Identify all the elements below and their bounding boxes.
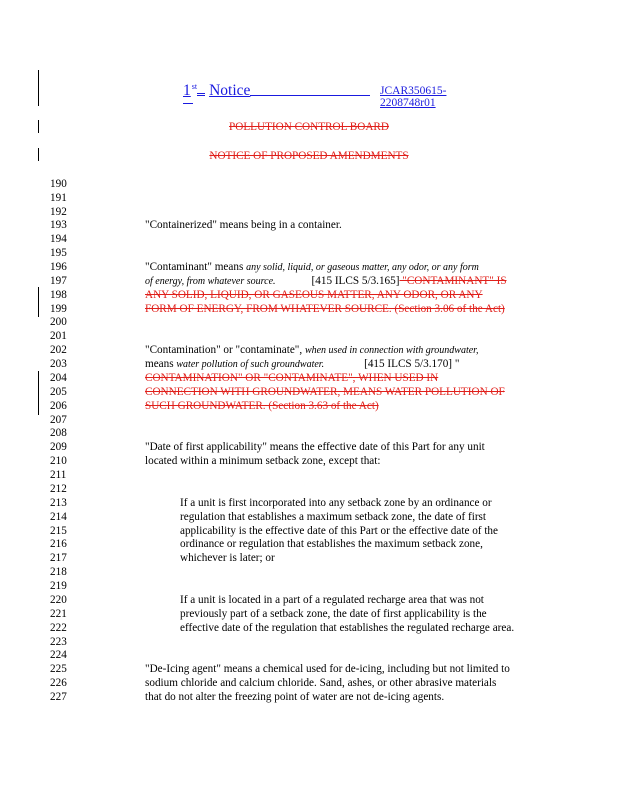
citation: [415 ILCS 5/3.165] — [311, 275, 400, 287]
citation: [415 ILCS 5/3.170] " — [364, 358, 460, 370]
body-text: that do not alter the freezing point of water are not de-icing agents. — [145, 691, 445, 703]
line-number: 192 — [50, 206, 67, 218]
definition-contaminant — [145, 261, 479, 273]
subparagraph-text: If a unit is located in a part of a regulated recharge area that was not — [180, 594, 484, 606]
line-number: 213 — [50, 497, 67, 509]
deleted-text: CONNECTION WITH GROUNDWATER, MEANS WATER POLLUTION OF — [145, 386, 505, 398]
line-number: 205 — [50, 386, 67, 398]
subparagraph-text: regulation that establishes a maximum setback zone, the date of first — [180, 511, 487, 523]
header-rule — [197, 93, 205, 96]
definition-term: "Contamination" or "contaminate", — [145, 344, 305, 356]
line-number: 218 — [50, 566, 67, 578]
body-text: located within a minimum setback zone, except that: — [145, 455, 381, 467]
definition-containerized: "Containerized" means being in a container. — [145, 219, 342, 231]
subparagraph-text: effective date of the regulation that establishes the regulated recharge area. — [180, 622, 515, 634]
line-number: 194 — [50, 233, 67, 245]
line-number: 197 — [50, 275, 67, 287]
line-number: 200 — [50, 316, 67, 328]
definition-term: "Contaminant" means — [145, 261, 247, 273]
statutory-text: water pollution of such groundwater. — [176, 359, 325, 370]
line-number: 225 — [50, 663, 67, 675]
header-title: Notice — [209, 82, 251, 100]
page-number: 1 — [183, 82, 191, 100]
line-number: 215 — [50, 525, 67, 537]
statutory-text: of energy, from whatever source. — [145, 276, 276, 287]
line-number: 208 — [50, 427, 67, 439]
line-number: 190 — [50, 178, 67, 190]
line-number: 211 — [50, 469, 67, 481]
line-number: 219 — [50, 580, 67, 592]
change-bar — [38, 371, 39, 415]
line-number: 224 — [50, 649, 67, 661]
subparagraph-text: If a unit is first incorporated into any setback zone by an ordinance or — [180, 497, 492, 509]
line-number: 217 — [50, 552, 67, 564]
agency-name: POLLUTION CONTROL BOARD — [229, 121, 389, 133]
line-number: 209 — [50, 441, 67, 453]
line-number: 202 — [50, 344, 67, 356]
line-number: 222 — [50, 622, 67, 634]
line-number: 206 — [50, 400, 67, 412]
page-header — [183, 82, 447, 109]
line-number: 196 — [50, 261, 67, 273]
line-number: 199 — [50, 303, 67, 315]
header-underline — [183, 103, 193, 104]
deleted-text: FORM OF ENERGY, FROM WHATEVER SOURCE. (Section 3.06 of the Act) — [145, 303, 505, 315]
definition-de-icing-agent: "De-Icing agent" means a chemical used for de-icing, including but not limited to — [145, 663, 510, 675]
line-number: 220 — [50, 594, 67, 606]
line-number: 191 — [50, 192, 67, 204]
definition-contaminant-cont — [145, 275, 507, 287]
statutory-text: any solid, liquid, or gaseous matter, any odor, or any form — [246, 262, 479, 273]
subparagraph-text: whichever is later; or — [180, 552, 275, 564]
line-number: 210 — [50, 455, 67, 467]
deleted-text: CONTAMINATION" OR "CONTAMINATE", WHEN USED IN — [145, 372, 439, 384]
line-number: 212 — [50, 483, 67, 495]
subparagraph-text: applicability is the effective date of this Part or the effective date of the — [180, 525, 498, 537]
change-bar — [38, 287, 39, 317]
line-number: 204 — [50, 372, 67, 384]
line-number: 214 — [50, 511, 67, 523]
line-number: 203 — [50, 358, 67, 370]
subparagraph-text: previously part of a setback zone, the date of first applicability is the — [180, 608, 487, 620]
definition-contamination — [145, 344, 478, 356]
definition-contamination-cont — [145, 358, 459, 370]
line-number: 198 — [50, 289, 67, 301]
document-reference: JCAR350615-2208748r01 — [380, 85, 447, 109]
notice-title: NOTICE OF PROPOSED AMENDMENTS — [209, 150, 409, 162]
subparagraph-text: ordinance or regulation that establishes the maximum setback zone, — [180, 538, 483, 550]
page-number-suffix: st — [191, 82, 198, 91]
deleted-text: SUCH GROUNDWATER. (Section 3.63 of the Act) — [145, 400, 379, 412]
change-bar — [38, 70, 39, 106]
line-number: 193 — [50, 219, 67, 231]
line-number: 223 — [50, 636, 67, 648]
body-text: sodium chloride and calcium chloride. Sand, ashes, or other abrasive materials — [145, 677, 497, 689]
statutory-text: when used in connection with groundwater, — [304, 345, 479, 356]
definition-date-of-first-applicability: "Date of first applicability" means the effective date of this Part for any unit — [145, 441, 485, 453]
line-number: 201 — [50, 330, 67, 342]
line-number: 216 — [50, 538, 67, 550]
header-line — [250, 95, 370, 96]
deleted-text: "CONTAMINANT" IS — [399, 275, 507, 287]
body-text: means — [145, 358, 177, 370]
line-number: 195 — [50, 247, 67, 259]
deleted-text: ANY SOLID, LIQUID, OR GASEOUS MATTER, ANY ODOR, OR ANY — [145, 289, 483, 301]
line-number: 207 — [50, 414, 67, 426]
line-number: 227 — [50, 691, 67, 703]
line-number: 226 — [50, 677, 67, 689]
line-number: 221 — [50, 608, 67, 620]
